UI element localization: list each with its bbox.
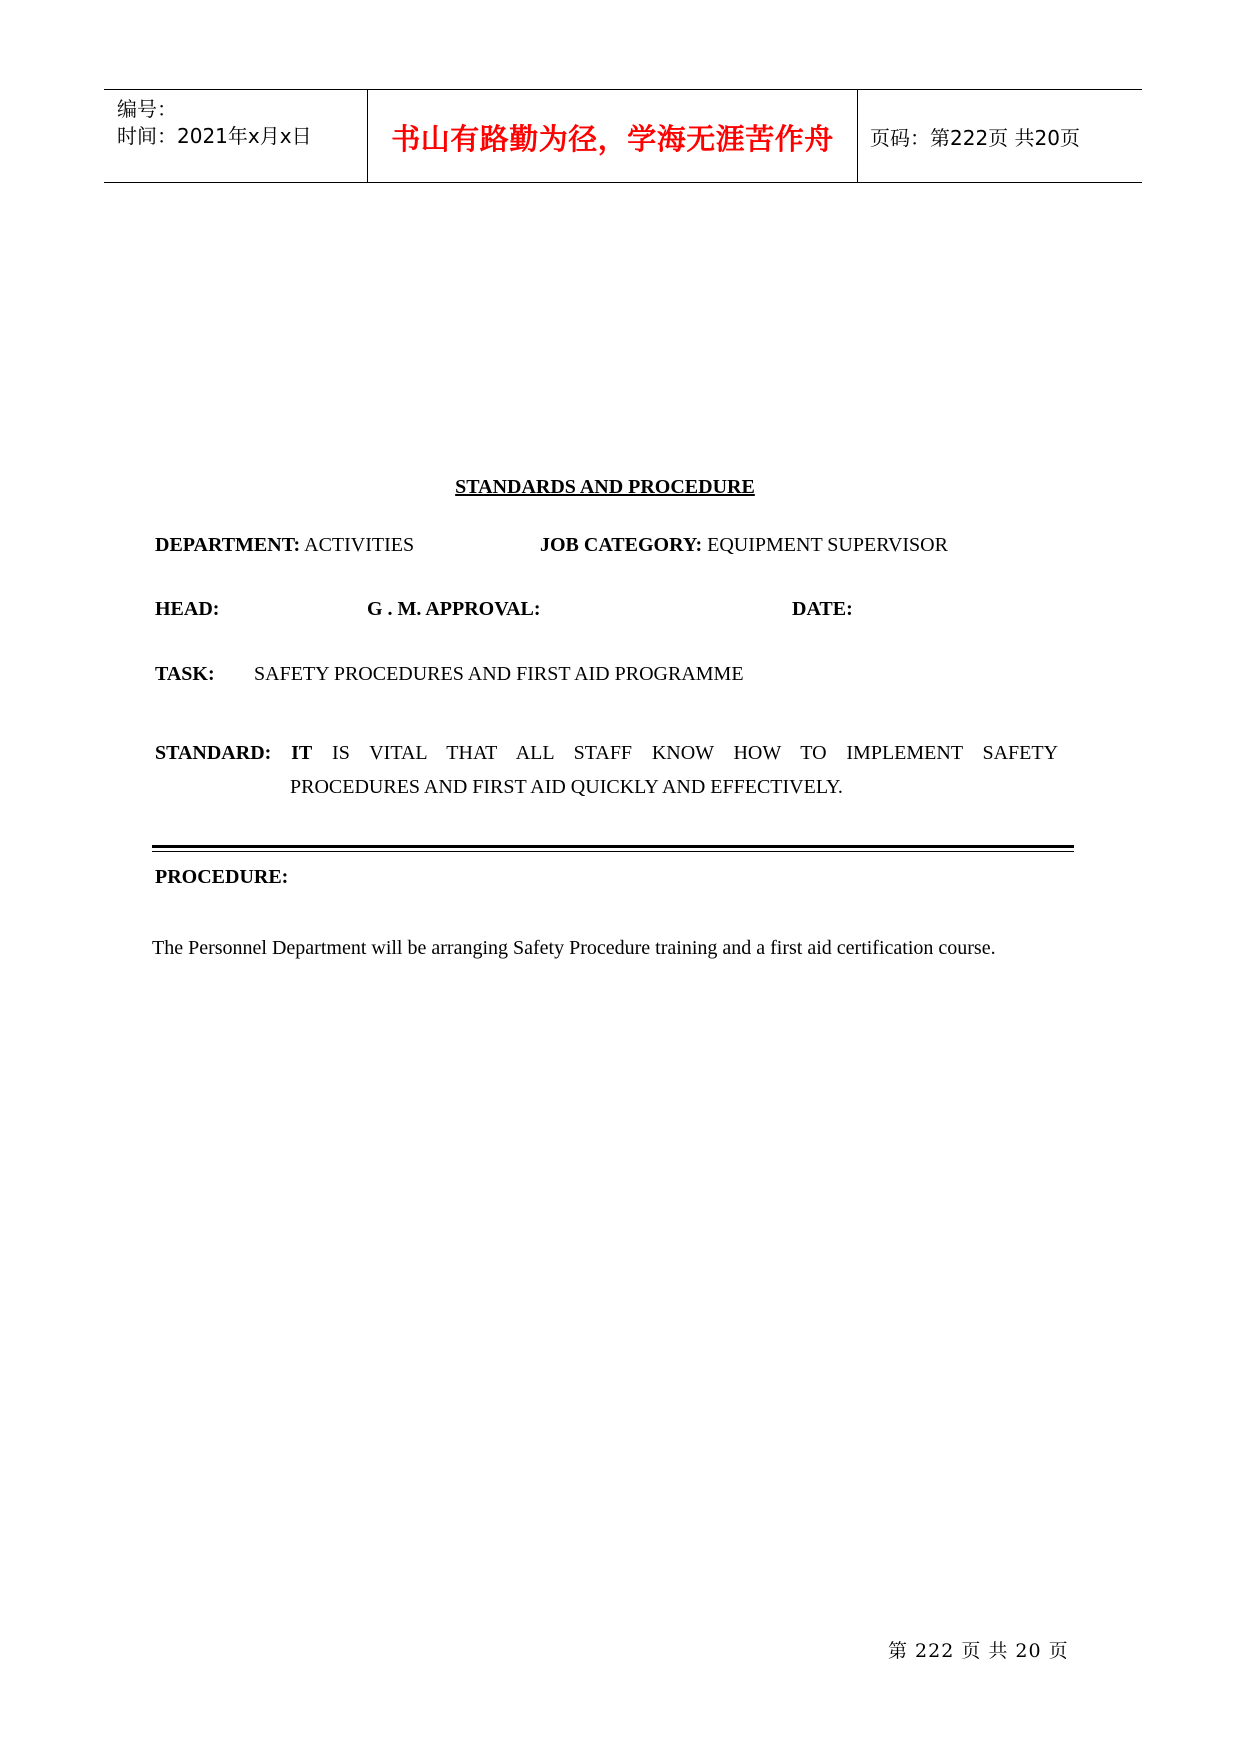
page-header [104, 89, 1142, 183]
job-category-label: JOB CATEGORY: [540, 534, 703, 556]
department-value: ACTIVITIES [304, 534, 415, 556]
document-title: STANDARDS AND PROCEDURE [455, 476, 755, 498]
job-category-field [540, 534, 948, 557]
job-category-value: EQUIPMENT SUPERVISOR [707, 534, 948, 556]
date-label: DATE: [792, 598, 853, 620]
standard-label: STANDARD: [155, 742, 272, 764]
standard-block [155, 736, 1058, 804]
task-value: SAFETY PROCEDURES AND FIRST AID PROGRAMME [254, 663, 744, 685]
header-motto-cell [368, 90, 858, 182]
gm-approval-label: G . M. APPROVAL: [367, 598, 541, 620]
standard-lead-word: IT [291, 742, 313, 764]
head-label: HEAD: [155, 598, 220, 620]
department-field [155, 534, 414, 557]
task-label: TASK: [155, 663, 215, 685]
header-page-info-cell [858, 90, 1142, 182]
footer-page-number: 第 222 页 共 20 页 [888, 1640, 1069, 1662]
section-divider [152, 845, 1074, 852]
procedure-paragraph: The Personnel Department will be arranging Safety Procedure training and a first aid certification course. [152, 937, 996, 959]
serial-number-label: 编号： [117, 97, 177, 121]
department-label: DEPARTMENT: [155, 534, 301, 556]
motto-text: 书山有路勤为径，学海无涯苦作舟 [391, 121, 834, 156]
procedure-label: PROCEDURE: [155, 866, 289, 888]
time-label: 时间：2021年x月x日 [117, 124, 312, 148]
header-meta-cell [104, 90, 368, 182]
standard-text-line-1: IS VITAL THAT ALL STAFF KNOW HOW TO IMPLEMENT SAFETY [332, 742, 1059, 764]
page-info-text: 页码：第222页 共20页 [870, 125, 1080, 150]
standard-text-line-2: PROCEDURES AND FIRST AID QUICKLY AND EFFECTIVELY. [290, 776, 843, 798]
standard-line-1 [155, 736, 1058, 770]
